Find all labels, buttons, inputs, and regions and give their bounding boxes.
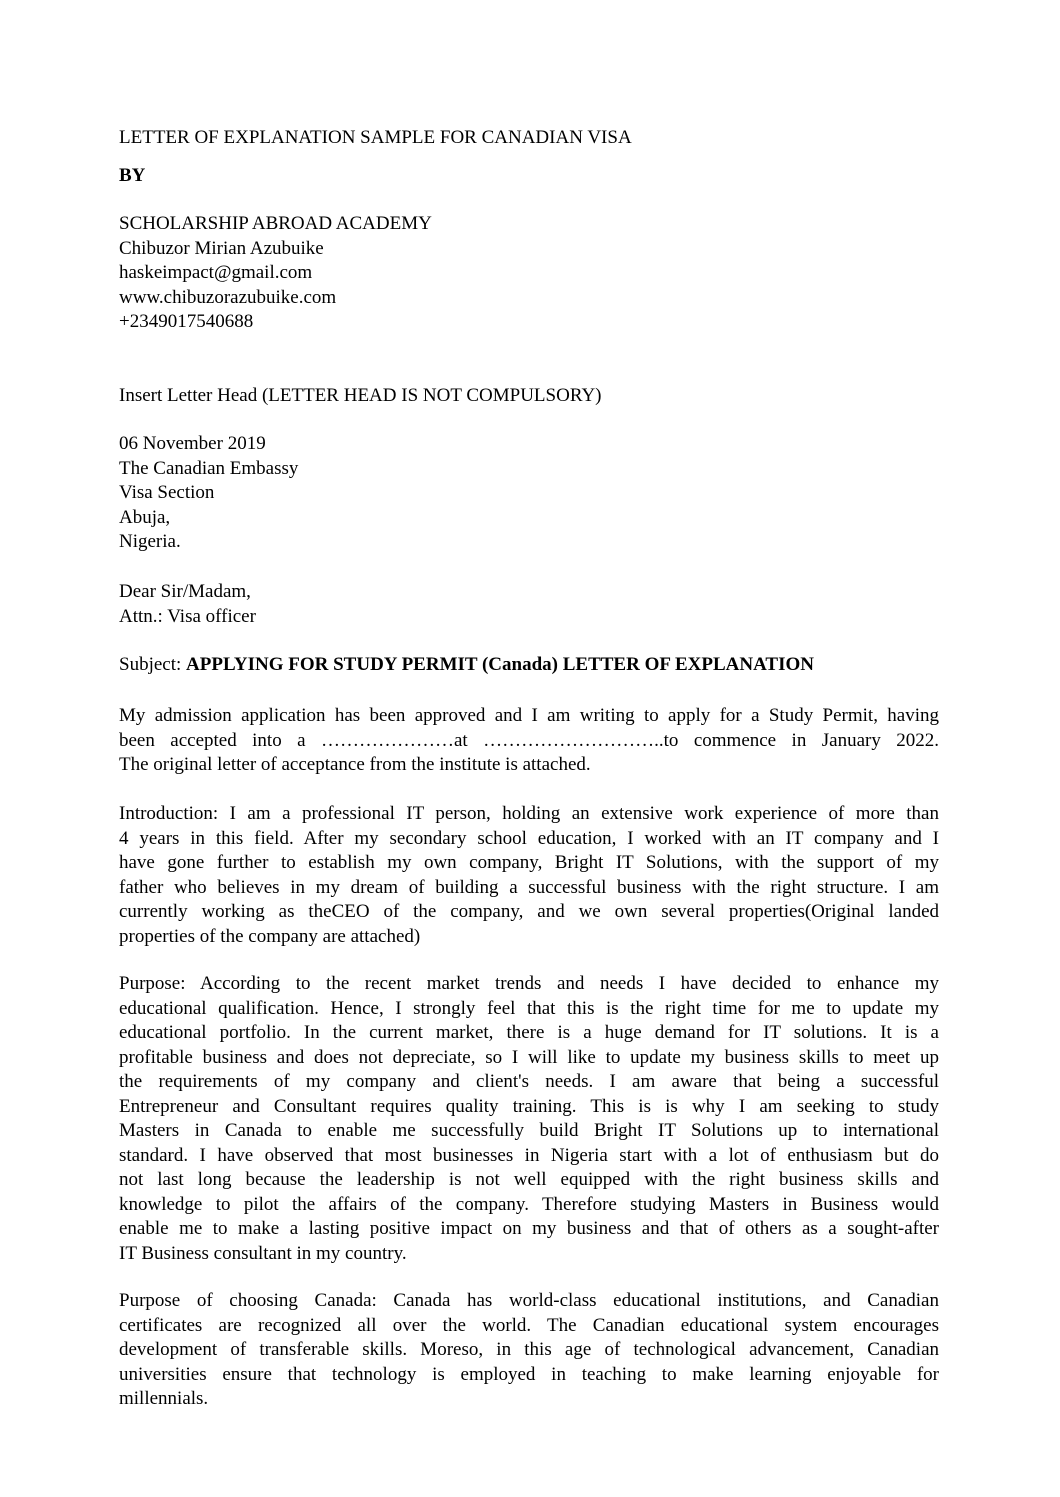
by-line: BY bbox=[119, 165, 146, 186]
paragraph-line: development of transferable skills. Moreso, in this age of technological advancement, Canadian bbox=[119, 1339, 939, 1360]
choosing-canada-paragraph bbox=[119, 1289, 939, 1412]
author-email: haskeimpact@gmail.com bbox=[119, 262, 313, 283]
by-line-block bbox=[119, 164, 145, 189]
paragraph-line: certificates are recognized all over the world. The Canadian educational system encourages bbox=[119, 1314, 939, 1336]
paragraph-line: the requirements of my company and client's needs. I am aware that being a successful bbox=[119, 1071, 939, 1092]
paragraph-line: IT Business consultant in my country. bbox=[119, 1242, 407, 1264]
paragraph-line: knowledge to pilot the affairs of the company. Therefore studying Masters in Business would bbox=[119, 1193, 939, 1215]
paragraph-line: 4 years in this field. After my secondary school education, I worked with an IT company and I bbox=[119, 827, 939, 849]
paragraph-line: universities ensure that technology is employed in teaching to make learning enjoyable for bbox=[119, 1363, 939, 1385]
salutation-greeting: Dear Sir/Madam, bbox=[119, 581, 251, 602]
recipient-block bbox=[119, 432, 298, 555]
paragraph-line: Introduction: I am a professional IT person, holding an extensive work experience of more than bbox=[119, 803, 939, 824]
letterhead-note-block bbox=[119, 384, 602, 409]
paragraph-line: currently working as theCEO of the company, and we own several properties(Original landed bbox=[119, 901, 939, 922]
paragraph-line: Purpose of choosing Canada: Canada has world-class educational institutions, and Canadian bbox=[119, 1290, 939, 1311]
paragraph-line: My admission application has been approved and I am writing to apply for a Study Permit, having bbox=[119, 705, 939, 726]
paragraph-line: father who believes in my dream of building a successful business with the right structure. I am bbox=[119, 876, 939, 898]
subject-label: Subject: bbox=[119, 654, 187, 675]
introduction-paragraph bbox=[119, 802, 939, 949]
subject-text: APPLYING FOR STUDY PERMIT (Canada) LETTER OF EXPLANATION bbox=[186, 654, 814, 675]
document-title-block bbox=[119, 126, 632, 151]
salutation-block bbox=[119, 580, 256, 629]
purpose-paragraph bbox=[119, 972, 939, 1266]
subject-line bbox=[119, 653, 814, 678]
paragraph-line: Entrepreneur and Consultant requires quality training. This is is why I am seeking to study bbox=[119, 1095, 939, 1117]
paragraph-line: educational portfolio. In the current market, there is a huge demand for IT solutions. It is a bbox=[119, 1022, 939, 1043]
paragraph-line: standard. I have observed that most businesses in Nigeria start with a lot of enthusiasm but do bbox=[119, 1144, 939, 1166]
recipient-line-3: Abuja, bbox=[119, 506, 171, 528]
paragraph-line: not last long because the leadership is not well equipped with the right business skills and bbox=[119, 1169, 939, 1190]
paragraph-line: The original letter of acceptance from the institute is attached. bbox=[119, 754, 591, 775]
paragraph-line: have gone further to establish my own company, Bright IT Solutions, with the support of my bbox=[119, 852, 939, 873]
paragraph-line: properties of the company are attached) bbox=[119, 925, 421, 947]
letter-date: 06 November 2019 bbox=[119, 433, 266, 454]
document-title: LETTER OF EXPLANATION SAMPLE FOR CANADIAN VISA bbox=[119, 127, 632, 148]
author-website: www.chibuzorazubuike.com bbox=[119, 286, 337, 308]
paragraph-line: profitable business and does not depreciate, so I will like to update my business skills to meet up bbox=[119, 1046, 939, 1068]
paragraph-line: Purpose: According to the recent market trends and needs I have decided to enhance my bbox=[119, 973, 939, 994]
paragraph-line: millennials. bbox=[119, 1388, 209, 1409]
author-name: Chibuzor Mirian Azubuike bbox=[119, 237, 324, 259]
author-block bbox=[119, 212, 432, 335]
paragraph-line: been accepted into a …………………at ………………………..to commence in January 2022. bbox=[119, 729, 939, 751]
admission-paragraph bbox=[119, 704, 939, 778]
paragraph-line: educational qualification. Hence, I strongly feel that this is the right time for me to update my bbox=[119, 997, 939, 1019]
letterhead-note: Insert Letter Head (LETTER HEAD IS NOT COMPULSORY) bbox=[119, 385, 602, 406]
paragraph-line: Masters in Canada to enable me successfully build Bright IT Solutions up to international bbox=[119, 1120, 939, 1141]
subject-block bbox=[119, 653, 814, 678]
salutation-attn: Attn.: Visa officer bbox=[119, 605, 256, 627]
recipient-line-1: The Canadian Embassy bbox=[119, 457, 299, 479]
recipient-line-4: Nigeria. bbox=[119, 531, 181, 552]
author-organization: SCHOLARSHIP ABROAD ACADEMY bbox=[119, 213, 432, 234]
paragraph-line: enable me to make a lasting positive impact on my business and that of others as a sought-after bbox=[119, 1218, 939, 1239]
author-phone: +2349017540688 bbox=[119, 311, 254, 332]
recipient-line-2: Visa Section bbox=[119, 482, 215, 503]
